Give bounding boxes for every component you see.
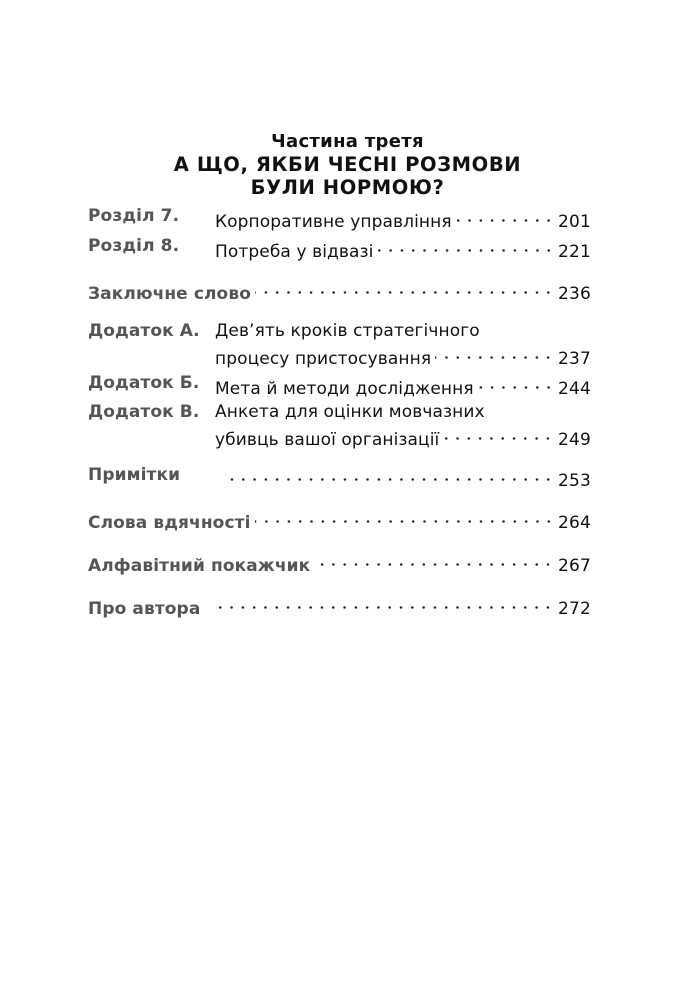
dot-leader <box>314 549 554 571</box>
dot-leader <box>443 423 554 445</box>
toc-entry-page: 267 <box>557 556 591 576</box>
toc-entry-page: 253 <box>557 471 591 491</box>
dot-leader <box>255 506 554 528</box>
toc-entry-label: Розділ 7. <box>88 206 180 226</box>
toc-entry-title: Потреба у відвазі <box>215 242 374 262</box>
toc-entry-page: 237 <box>557 349 591 369</box>
toc-entry-title-cont: процесу пристосування <box>215 349 432 369</box>
toc-entry-page: 236 <box>557 284 591 304</box>
dot-leader <box>478 372 554 394</box>
toc-entry-title: Корпоративне управління <box>215 212 452 232</box>
dot-leader <box>456 205 554 227</box>
toc-entry-title-cont: убивць вашої організації <box>215 430 440 450</box>
toc-entry-title: Анкета для оцінки мовчазних <box>215 402 485 422</box>
dot-leader <box>214 592 554 614</box>
part-title-line-2: БУЛИ НОРМОЮ? <box>250 176 445 199</box>
dot-leader <box>378 235 554 257</box>
toc-entry-page: 264 <box>557 513 591 533</box>
toc-entry-page: 221 <box>557 242 591 262</box>
dot-leader <box>223 464 554 486</box>
toc-entry-page: 249 <box>557 430 591 450</box>
toc-entry-label: Додаток А. <box>88 321 200 341</box>
toc-entry-label: Про автора <box>88 599 201 619</box>
toc-entry-label: Додаток В. <box>88 402 200 422</box>
toc-entry-page: 272 <box>557 599 591 619</box>
toc-entry-label: Розділ 8. <box>88 236 180 256</box>
part-title-line-1: А ЩО, ЯКБИ ЧЕСНІ РОЗМОВИ <box>173 153 522 176</box>
toc-entry-title: Дев’ять кроків стратегічного <box>215 321 480 341</box>
toc-entry-label: Примітки <box>88 465 181 485</box>
dot-leader <box>435 342 554 364</box>
toc-entry-title: Мета й методи дослідження <box>215 379 474 399</box>
part-label: Частина третя <box>271 131 424 152</box>
toc-entry-page: 201 <box>557 212 591 232</box>
toc-entry-label: Алфавітний покажчик <box>88 556 311 576</box>
part-header <box>0 131 695 199</box>
toc-entry-label: Слова вдячності <box>88 513 251 533</box>
toc-entry-label: Заключне слово <box>88 284 251 304</box>
toc-entry-label: Додаток Б. <box>88 373 200 393</box>
dot-leader <box>255 277 554 299</box>
toc-entry-page: 244 <box>557 379 591 399</box>
